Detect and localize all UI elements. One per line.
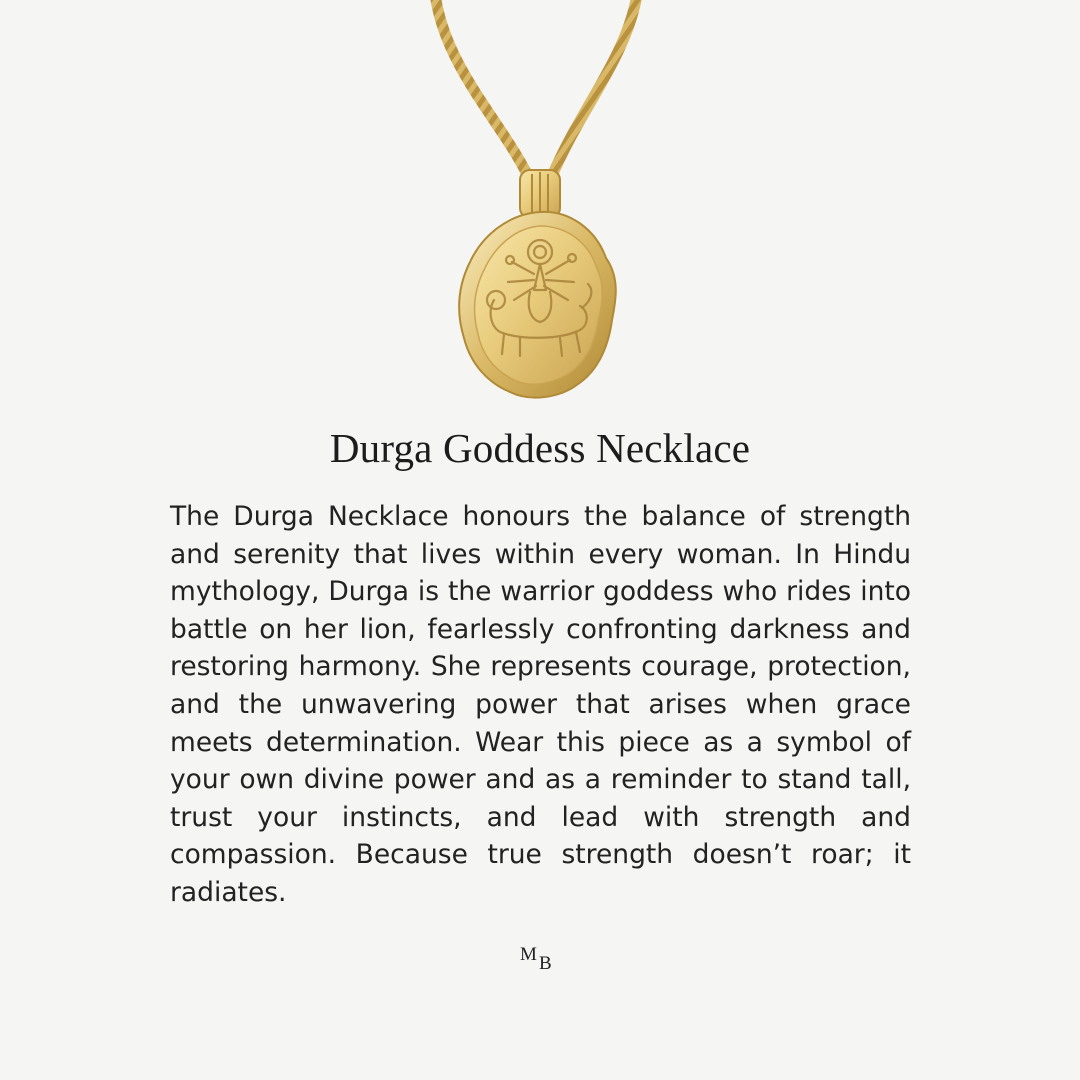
product-description: The Durga Necklace honours the balance of strength and serenity that lives within every woman. In Hindu mythology, Durga is the warrior goddess who rides into battle on her lion, fearlessly confronting darkness and restoring harmony. She represents courage, protection, and the unwavering power that arises when grace meets determination. Wear this piece as a symbol of your own divine power and as a reminder to stand tall, trust your instincts, and lead with strength and compassion. Because true strength doesn’t roar; it radiates. (170, 501, 911, 908)
svg-text:B: B (539, 953, 552, 974)
product-title: Durga Goddess Necklace (329, 425, 751, 471)
brand-monogram-icon (517, 938, 563, 974)
svg-text:M: M (520, 944, 537, 965)
brand-logo (0, 938, 1080, 979)
necklace-image (0, 0, 1080, 420)
